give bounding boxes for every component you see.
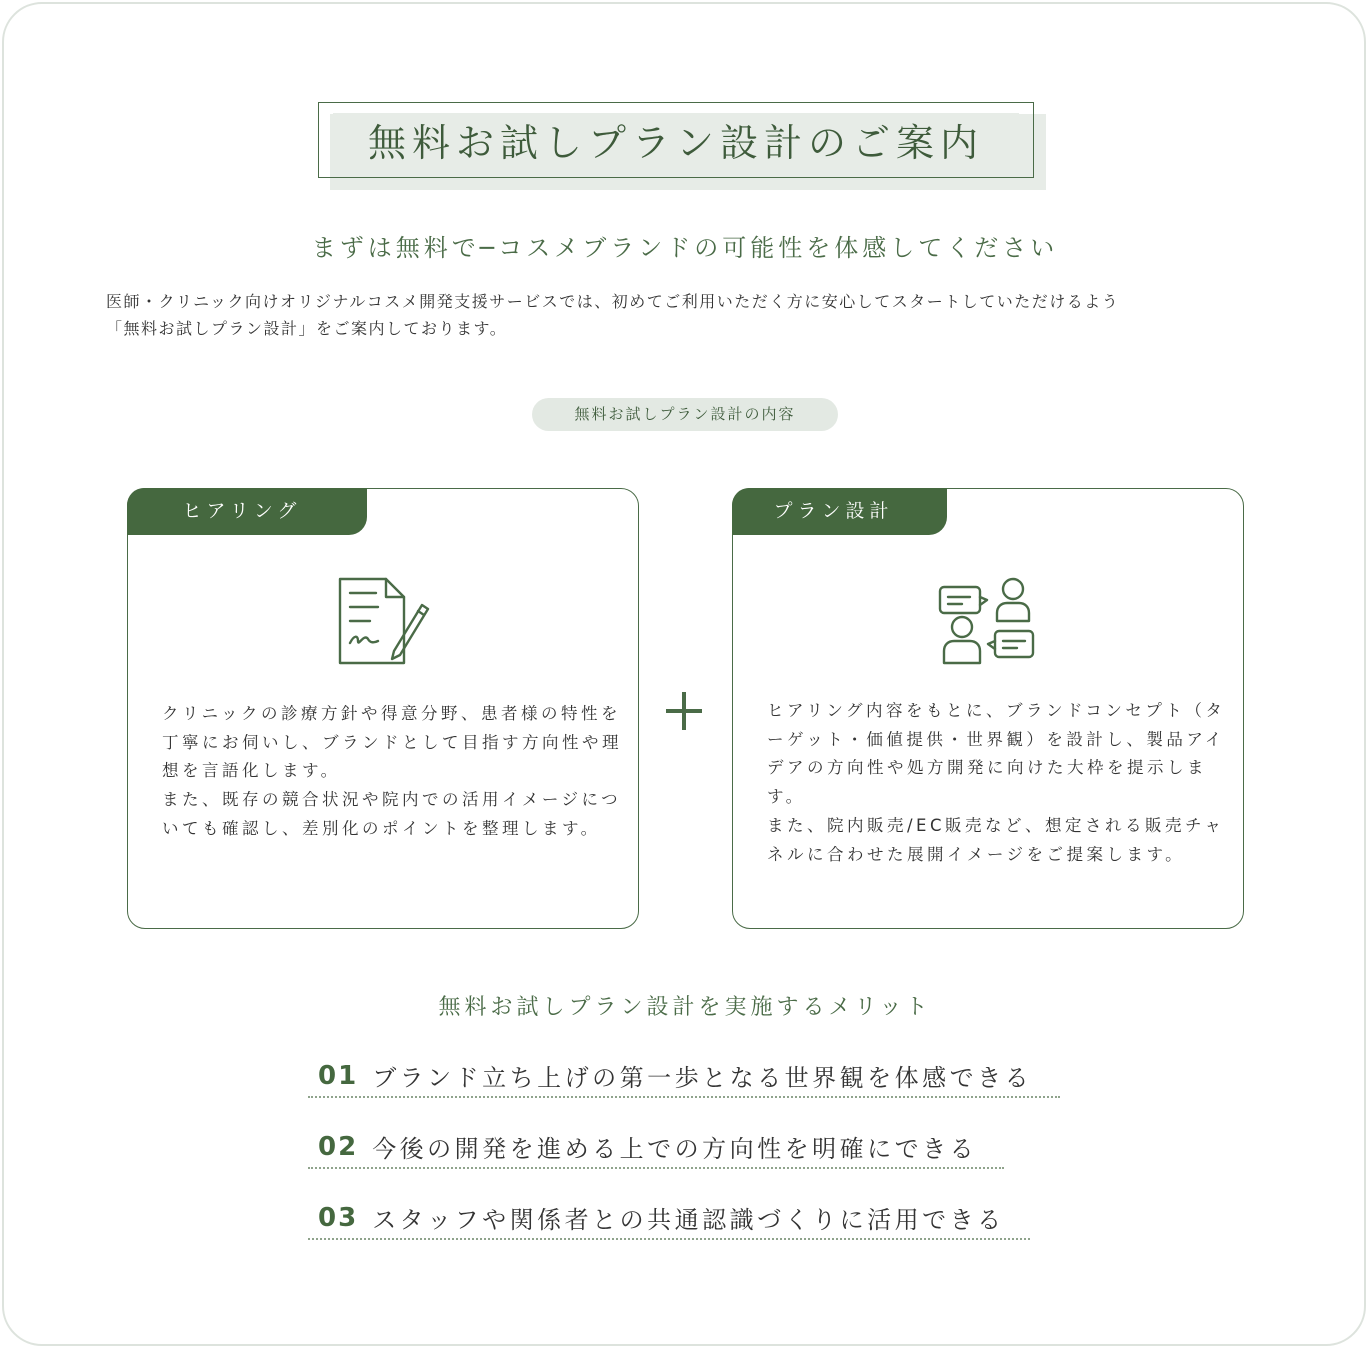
merit-number: 01 <box>318 1060 359 1091</box>
section-pill: 無料お試しプラン設計の内容 <box>532 398 838 431</box>
merit-text: ブランド立ち上げの第一歩となる世界観を体感できる <box>372 1064 1033 1092</box>
merits-title: 無料お試しプラン設計を実施するメリット <box>438 995 932 1020</box>
page-subtitle: まずは無料で─コスメブランドの可能性を体感してください <box>311 234 1059 262</box>
card-paragraph: クリニックの診療方針や得意分野、患者様の特性を丁寧にお伺いし、ブランドとして目指す方向性や理想を言語化します。 <box>162 704 622 781</box>
hearing-card-text <box>162 700 622 844</box>
hearing-card <box>127 488 639 929</box>
merit-text: 今後の開発を進める上での方向性を明確にできる <box>372 1135 978 1163</box>
merit-text: スタッフや関係者との共通認識づくりに活用できる <box>372 1206 1005 1234</box>
card-paragraph: また、既存の競合状況や院内での活用イメージについても確認し、差別化のポイントを整理します。 <box>162 790 622 838</box>
plan-design-card-tab: プラン設計 <box>732 488 947 535</box>
page-title: 無料お試しプラン設計のご案内 <box>367 121 984 165</box>
card-paragraph: ヒアリング内容をもとに、ブランドコンセプト（ターゲット・価値提供・世界観）を設計し、製品アイデアの方向性や処方開発に向けた大枠を提示します。 <box>767 701 1226 807</box>
intro-line: 「無料お試しプラン設計」をご案内しております。 <box>106 319 508 338</box>
hearing-card-tab: ヒアリング <box>127 488 367 535</box>
intro-text <box>106 288 1306 342</box>
document-signature-icon <box>334 577 430 667</box>
plan-design-card <box>732 488 1244 929</box>
merit-item <box>308 1200 1030 1240</box>
consultation-icon <box>937 577 1037 667</box>
plan-design-card-text <box>767 697 1227 869</box>
merit-item <box>308 1058 1060 1098</box>
plus-icon <box>666 686 704 736</box>
page-title-block <box>318 102 1034 178</box>
merit-number: 03 <box>318 1202 359 1233</box>
merit-number: 02 <box>318 1131 359 1162</box>
merit-item <box>308 1129 1004 1169</box>
intro-line: 医師・クリニック向けオリジナルコスメ開発支援サービスでは、初めてご利用いただく方に安心してスタートしていただけるよう <box>106 292 1120 311</box>
card-paragraph: また、院内販売/EC販売など、想定される販売チャネルに合わせた展開イメージをご提案します。 <box>767 815 1225 864</box>
